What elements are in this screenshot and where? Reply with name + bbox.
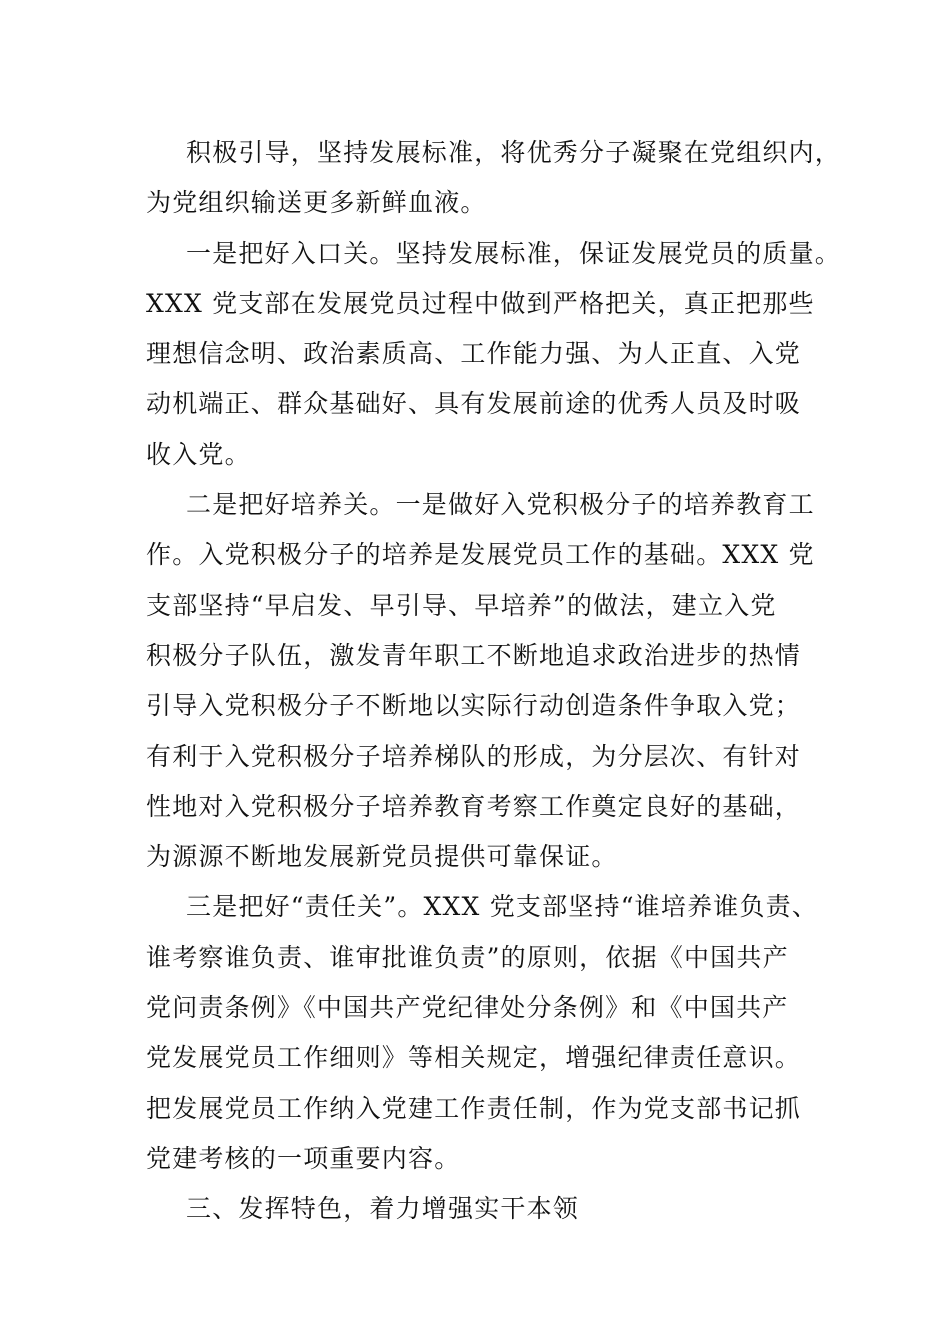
text-line: 为源源不断地发展新党员提供可靠保证。 — [146, 842, 618, 872]
text-line: 积极引导，坚持发展标准，将优秀分子凝聚在党组织内， — [186, 138, 842, 167]
document-page — [146, 128, 842, 1235]
text-line: 谁考察谁负责、谁审批谁负责”的原则，依据《中国共产 — [146, 942, 789, 972]
text-line: 党发展党员工作细则》等相关规定，增强纪律责任意识。 — [146, 1043, 802, 1073]
text-line: 一是把好入口关。坚持发展标准，保证发展党员的质量。 — [186, 238, 842, 268]
text-line: 积极分子队伍，激发青年职工不断地追求政治进步的热情 — [146, 640, 802, 670]
text-line: 党问责条例》《中国共产党纪律处分条例》和《中国共产 — [146, 993, 789, 1023]
text-line: 引导入党积极分子不断地以实际行动创造条件争取入党； — [146, 691, 802, 721]
text-line: 理想信念明、政治素质高、工作能力强、为人正直、入党 — [146, 339, 802, 369]
text-line: 为党组织输送更多新鲜血液。 — [146, 188, 487, 218]
text-line: XXX 党支部在发展党员过程中做到严格把关，真正把那些 — [146, 288, 815, 318]
text-line: 党建考核的一项重要内容。 — [146, 1143, 461, 1173]
text-line: 作。入党积极分子的培养是发展党员工作的基础。XXX 党 — [146, 540, 815, 570]
text-line: 性地对入党积极分子培养教育考察工作奠定良好的基础， — [146, 791, 802, 821]
text-line: 有利于入党积极分子培养梯队的形成，为分层次、有针对 — [146, 741, 802, 771]
text-line: 三是把好“责任关”。XXX 党支部坚持“谁培养谁负责、 — [186, 892, 819, 922]
section-heading: 三、发挥特色，着力增强实干本领 — [186, 1194, 580, 1224]
text-line: 把发展党员工作纳入党建工作责任制，作为党支部书记抓 — [146, 1093, 802, 1123]
text-line: 动机端正、群众基础好、具有发展前途的优秀人员及时吸 — [146, 389, 802, 419]
text-line: 收入党。 — [146, 439, 251, 469]
text-line: 支部坚持“早启发、早引导、早培养”的做法，建立入党 — [146, 590, 777, 620]
text-line: 二是把好培养关。一是做好入党积极分子的培养教育工 — [186, 490, 815, 520]
